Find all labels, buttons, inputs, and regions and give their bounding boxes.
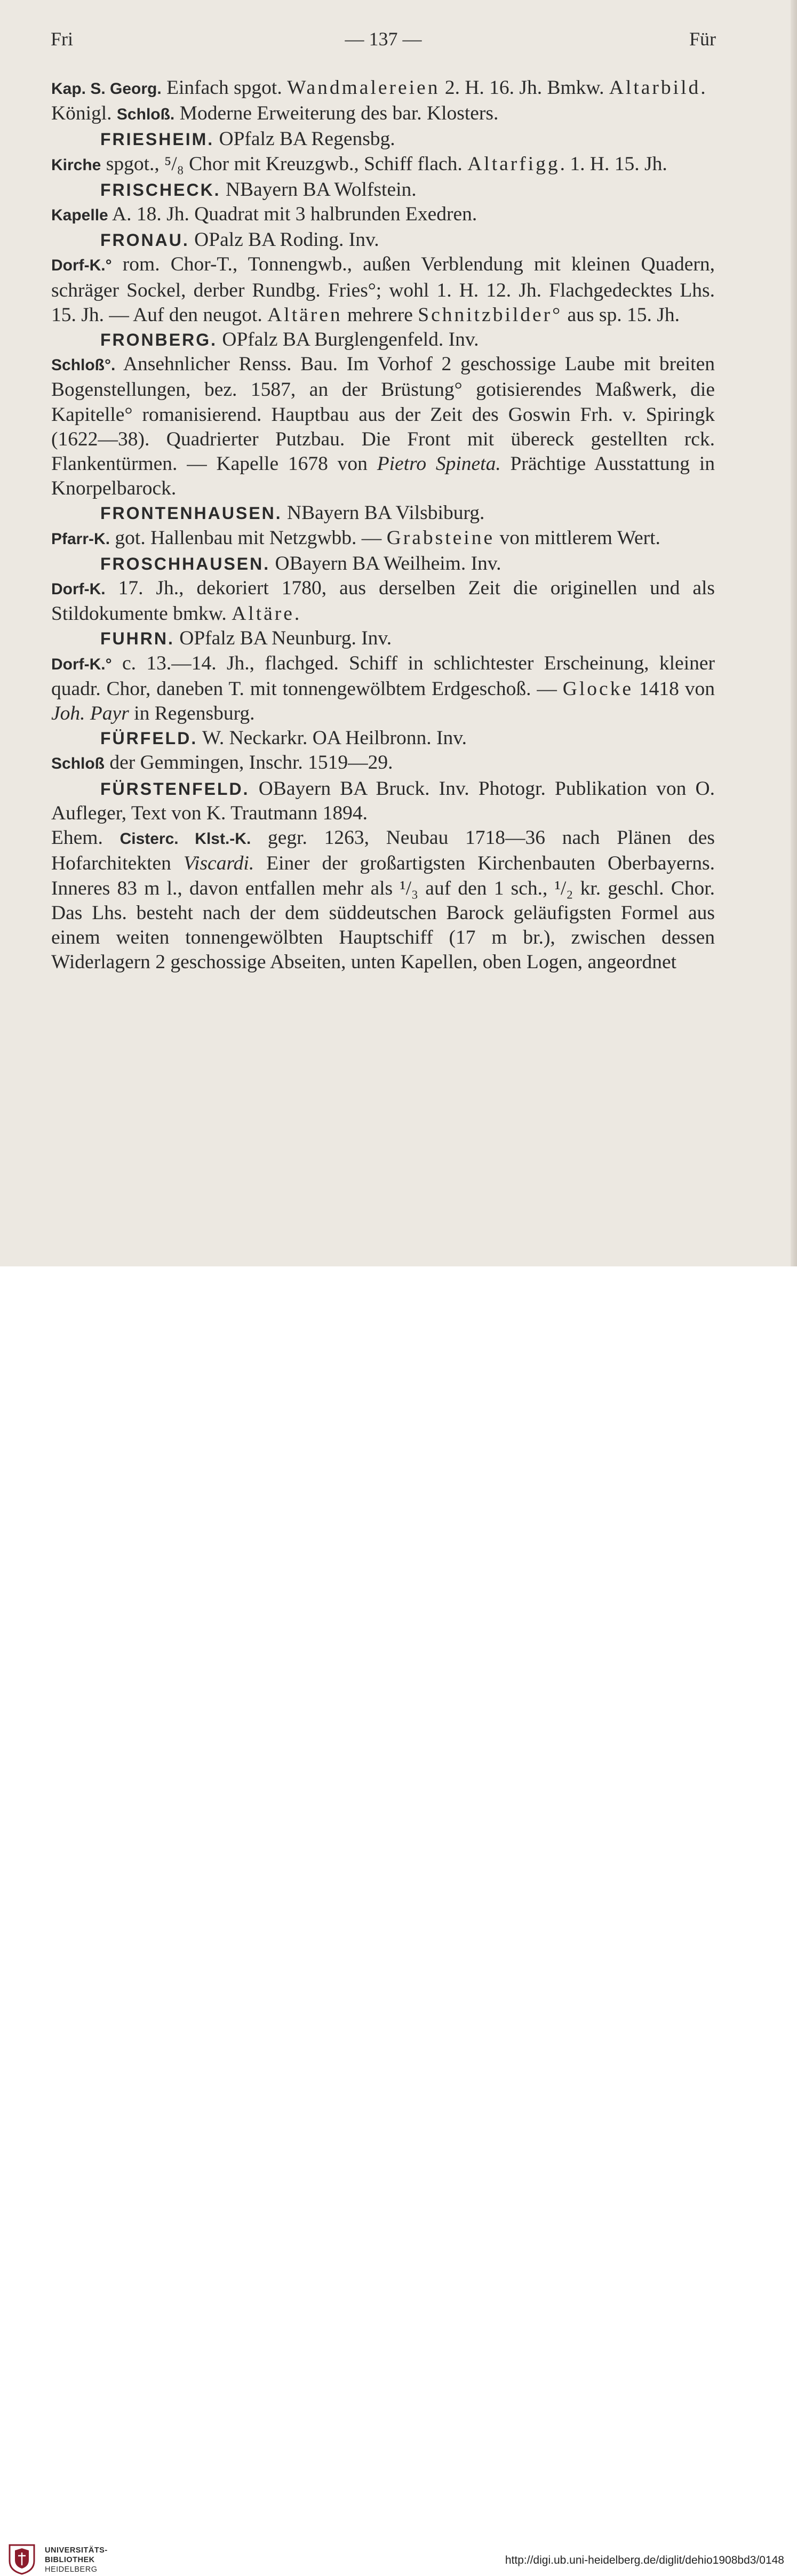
entry-label: Dorf-K.° — [51, 655, 112, 673]
spaced-term: Altäre — [232, 603, 294, 625]
entry-text: der Gemmingen, Inschr. 1519—29. — [105, 752, 393, 774]
entry-text: 17. Jh., dekoriert 1780, aus derselben Zeit die originellen und als Stildokumente bmkw. — [51, 577, 715, 625]
library-name-line: UNIVERSITÄTS- — [45, 2546, 108, 2555]
place-region: OPfalz BA Burglengenfeld. Inv. — [217, 329, 479, 351]
entry-text: c. 13.—14. Jh., flachged. Schiff in schlichtester Erscheinung, kleiner quadr. Chor, daneben T. mit tonnengewölbtem Erdgeschoß. — — [51, 652, 715, 700]
entry-frischeck — [51, 202, 715, 228]
page-number: — 137 — — [345, 28, 422, 50]
entry-text: . — [700, 77, 706, 99]
running-head — [51, 28, 716, 54]
place-name: FRONTENHAUSEN. — [100, 504, 282, 523]
spaced-term: Schnitzbilder° — [418, 304, 563, 326]
entry-label: Schloß°. — [51, 356, 116, 374]
italic-name: Joh. Payr — [51, 703, 129, 725]
entry-text: . — [294, 603, 300, 625]
spaced-term: Grabsteine — [386, 527, 495, 549]
italic-name: Viscardi. — [183, 852, 254, 875]
source-url-link[interactable]: http://digi.ub.uni-heidelberg.de/diglit/dehio1908bd3/0148 — [505, 2554, 784, 2566]
place-region: OBayern BA Weilheim. Inv. — [270, 552, 501, 575]
entry-text: A. 18. Jh. Quadrat mit 3 halbrunden Exedren. — [108, 203, 477, 226]
entry-text: Moderne Erweiterung des bar. Klosters. — [174, 102, 499, 125]
entry-text: . 1. H. 15. Jh. — [560, 153, 667, 175]
entry-text: Ehem. — [51, 827, 120, 849]
entry-text: Ansehnlicher Renss. Bau. Im Vorhof 2 geschossige Laube mit breiten Bogenstellungen, bez. 1587, an der Brüstung° gotisierendes Maßwerk, die Kapitelle° romanisierend. Hauptbau aus der Zeit des Goswin Frh. v. Spiringk (1622—38). Quadrierter Putzbau. Die Front mit übereck gestellten rck. Flankentürmen. — Kapelle 1678 von — [51, 353, 715, 475]
place-name: FUHRN. — [100, 629, 174, 649]
entry-text: Einer der großartigsten Kirchenbauten Oberbayerns. Inneres 83 m l., davon entfallen mehr als ¹/₃ auf den 1 sch., ¹/₂ kr. geschl. Chor. Das Lhs. besteht nach der dem süddeutschen Barock geläufigsten Formel aus einem weiten tonnengewölbten Hauptschiff (17 m br.), zwischen dessen Widerlagern 2 geschossige Abseiten, unten Kapellen, oben Logen, angeordnet — [51, 852, 715, 974]
entry-label: Kapelle — [51, 206, 108, 225]
page-edge — [791, 0, 797, 1266]
body-text — [51, 76, 715, 975]
entry-text: spgot., ⁵/₈ Chor mit Kreuzgwb., Schiff flach. — [101, 153, 468, 175]
library-name-line: BIBLIOTHEK — [45, 2556, 95, 2564]
entry-text: Einfach spgot. — [161, 77, 288, 99]
entry-froschhausen — [51, 576, 715, 626]
entry-text: in Regensburg. — [129, 703, 255, 725]
entry-friesheim — [51, 152, 715, 178]
entry-text: gegr. 1263, Neubau 1718—36 nach Plänen des Hofarchitekten — [51, 827, 715, 875]
entry-fuerfeld — [51, 751, 715, 776]
entry-text: von mittlerem Wert. — [495, 527, 660, 549]
entry-koenigl-schloss — [51, 101, 715, 127]
place-region: OPfalz BA Regensbg. — [214, 128, 395, 150]
scanned-page — [0, 0, 797, 1266]
place-heading-fuhrn — [51, 626, 715, 651]
place-region: NBayern BA Vilsbiburg. — [282, 502, 485, 524]
entry-text: rom. Chor-T., Tonnengwb., außen Verblendung mit kleinen Quadern, schräger Sockel, derber Rundbg. Fries°; wohl 1. H. 12. Jh. Flachgedecktes Lhs. 15. Jh. — Auf den neugot. — [51, 253, 715, 326]
entry-label: Kap. S. Georg. — [51, 80, 162, 98]
entry-label: Pfarr-K. — [51, 530, 110, 548]
spaced-term: Wandmalereien — [287, 77, 440, 99]
entry-label: Dorf-K.° — [51, 257, 112, 275]
place-heading-frontenhausen — [51, 501, 715, 525]
entry-kap-s-georg — [51, 76, 715, 101]
place-region: OPalz BA Roding. Inv. — [189, 229, 379, 251]
place-name: FRIESHEIM. — [100, 130, 214, 149]
library-name — [45, 2546, 108, 2574]
entry-fuerstenfeld — [51, 826, 715, 975]
entry-text: Königl. — [51, 102, 117, 125]
spaced-term: Altären — [267, 304, 342, 326]
spaced-term: Altarfigg — [467, 153, 560, 175]
entry-label: Kirche — [51, 156, 101, 174]
place-name: FÜRFELD. — [100, 729, 198, 748]
spaced-term: Glocke — [562, 677, 634, 700]
place-region: OPfalz BA Neunburg. Inv. — [174, 627, 392, 650]
place-heading-fronberg — [51, 328, 715, 352]
footer-bar — [0, 1266, 797, 2574]
entry-frontenhausen — [51, 526, 715, 552]
entry-label: Cisterc. Klst.-K. — [119, 830, 251, 848]
running-head-right: Für — [689, 28, 716, 50]
place-heading-fuerstenfeld — [51, 777, 715, 826]
place-name: FRONAU. — [100, 230, 189, 250]
place-region: NBayern BA Wolfstein. — [220, 178, 417, 201]
library-name-line: HEIDELBERG — [45, 2565, 98, 2574]
entry-text: 2. H. 16. Jh. Bmkw. — [440, 77, 609, 99]
place-heading-fuerfeld — [51, 726, 715, 751]
entry-text: aus sp. 15. Jh. — [562, 304, 680, 326]
place-heading-friesheim — [51, 127, 715, 151]
place-name: FROSCHHAUSEN. — [100, 554, 270, 573]
entry-text: Prächtige Ausstattung in Knorpelbarock. — [51, 453, 715, 500]
spaced-term: Altarbild — [609, 77, 701, 99]
entry-text: mehrere — [342, 304, 418, 326]
place-name: FRISCHECK. — [100, 180, 221, 200]
place-name: FRONBERG. — [100, 330, 217, 350]
entry-fuhrn — [51, 651, 715, 727]
entry-label: Schloß — [51, 755, 105, 773]
place-heading-frischeck — [51, 178, 715, 202]
place-name: FÜRSTENFELD. — [100, 779, 250, 799]
place-region: OBayern BA Bruck. Inv. Photogr. Publikation von O. Aufleger, Text von K. Trautmann 1894. — [51, 777, 715, 824]
place-region: W. Neckarkr. OA Heilbronn. Inv. — [197, 727, 467, 749]
entry-label: Schloß. — [116, 106, 175, 124]
entry-text: 1418 von — [633, 677, 715, 700]
entry-text: got. Hallenbau mit Netzgwbb. — — [110, 527, 387, 549]
place-heading-froschhausen — [51, 552, 715, 576]
entry-fronau — [51, 252, 715, 328]
entry-fronberg — [51, 352, 715, 501]
italic-name: Pietro Spineta. — [377, 453, 501, 475]
running-head-left: Fri — [51, 28, 74, 50]
place-heading-fronau — [51, 228, 715, 252]
library-logo-icon — [7, 2543, 36, 2576]
entry-label: Dorf-K. — [51, 580, 106, 599]
